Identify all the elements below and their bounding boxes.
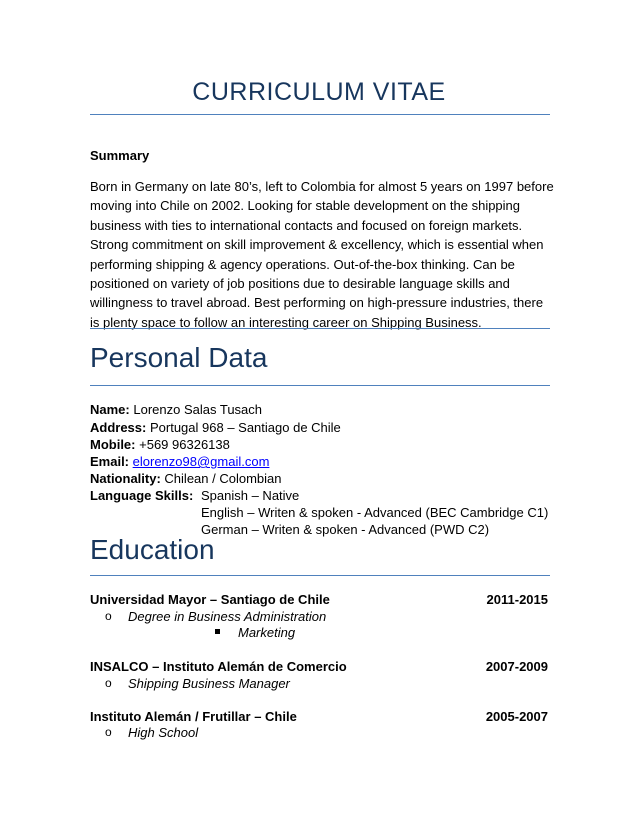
nationality-value: Chilean / Colombian [164,471,282,486]
detail-text: Degree in Business Administration [128,609,327,624]
email-label: Email: [90,454,130,469]
summary-heading: Summary [90,148,150,163]
email-link[interactable]: elorenzo98@gmail.com [132,454,270,469]
name-value: Lorenzo Salas Tusach [133,402,263,417]
circle-bullet-icon: o [105,725,112,739]
document-title: CURRICULUM VITAE [192,78,446,106]
personal-data-rule [90,385,550,386]
circle-bullet-icon: o [105,609,112,623]
education-detail [105,609,327,624]
summary-text: Born in Germany on late 80’s, left to Colombia for almost 5 years on 1997 before moving into Chile on 2002. Looking for stable development on the shipping business with ties to international contacts and focused on foreign markets. Strong commitment on skill improvement & excellency, which is essential when performing shipping & agency operations. Out-of-the-box thinking. Can be positioned on variety of job positions due to desirable language skills and willingness to travel abroad. Best performing on high-pressure industries, there is plenty space to follow an interesting career on Shipping Business. [90,179,554,330]
email-row [90,454,269,469]
mobile-value: +569 96326138 [139,437,230,452]
sub-detail-text: Marketing [238,625,296,640]
school-name: INSALCO – Instituto Alemán de Comercio [90,659,347,674]
school-years: 2005-2007 [485,709,548,724]
language-skills-label-row [90,488,193,503]
language-skills-label: Language Skills: [90,488,194,503]
school-years: 2011-2015 [486,592,548,607]
detail-text: High School [128,725,199,740]
education-rule [90,575,550,576]
square-bullet-icon [215,629,220,634]
school-name: Instituto Alemán / Frutillar – Chile [90,709,297,724]
education-sub-detail [238,625,295,640]
summary-rule [90,328,550,329]
education-heading: Education [90,534,215,565]
education-detail [105,676,290,691]
mobile-row [90,437,230,452]
school-years: 2007-2009 [485,659,548,674]
detail-text: Shipping Business Manager [128,676,290,691]
language-item: English – Writen & spoken - Advanced (BEC Cambridge C1) [201,505,549,520]
title-rule [90,114,550,115]
education-entry [90,592,548,607]
name-row [90,402,262,417]
address-row [90,420,341,435]
language-item: German – Writen & spoken - Advanced (PWD C2) [201,522,490,537]
mobile-label: Mobile: [90,437,136,452]
education-entry [90,659,548,674]
personal-data-heading: Personal Data [90,342,268,373]
education-detail [105,725,199,740]
language-item: Spanish – Native [201,488,300,503]
name-label: Name: [90,402,130,417]
nationality-row [90,471,282,486]
circle-bullet-icon: o [105,676,112,690]
education-entry [90,709,548,724]
school-name: Universidad Mayor – Santiago de Chile [90,592,330,607]
address-label: Address: [90,420,147,435]
address-value: Portugal 968 – Santiago de Chile [149,420,341,435]
nationality-label: Nationality: [90,471,161,486]
